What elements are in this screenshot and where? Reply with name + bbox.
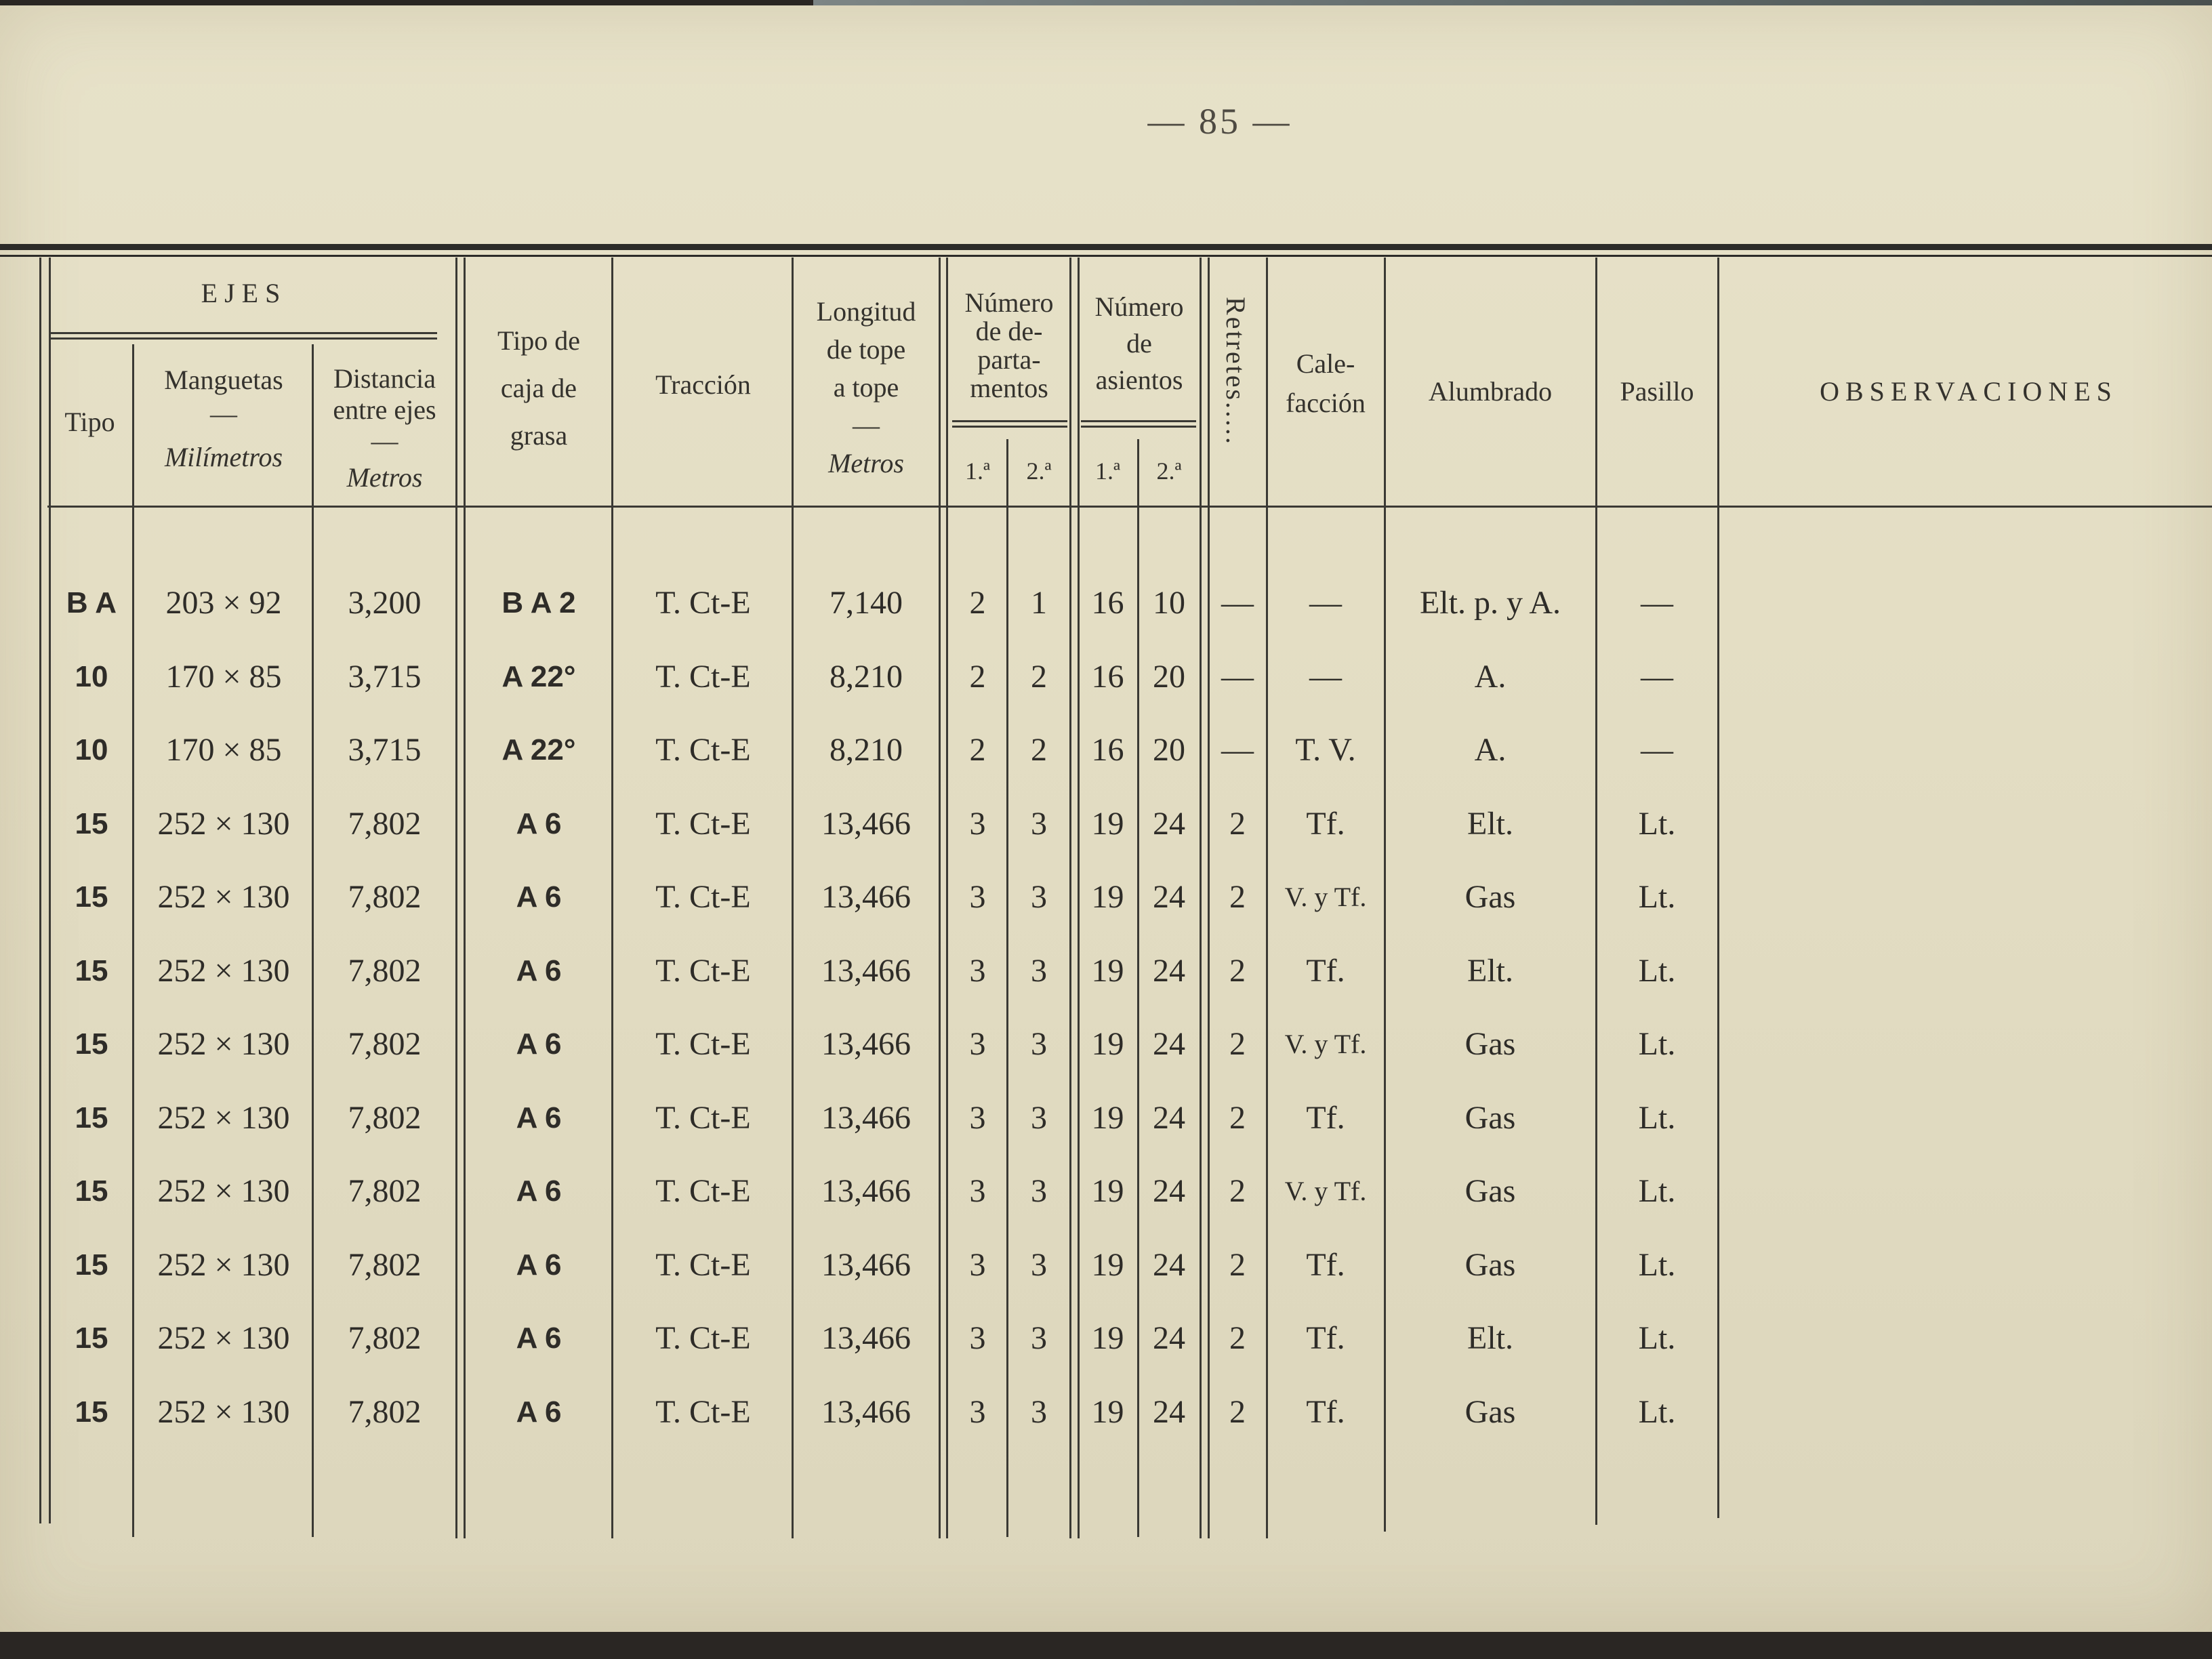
top-rule	[0, 244, 2212, 250]
col-rule-traccion	[792, 258, 794, 1538]
cell-longitud: 13,466	[821, 1320, 911, 1356]
cell-distancia: 7,802	[348, 806, 422, 842]
cell-manguetas: 170 × 85	[165, 659, 282, 695]
cell-asi1: 19	[1091, 1320, 1124, 1356]
cell-pasillo: Lt.	[1638, 1247, 1676, 1283]
header-calefaccion-line2: facción	[1286, 388, 1366, 418]
cell-longitud: 13,466	[821, 1026, 911, 1062]
cell-distancia: 3,200	[348, 585, 422, 621]
cell-tipo: 15	[75, 880, 108, 914]
cell-calefaccion: Tf.	[1306, 953, 1345, 989]
header-longitud	[794, 293, 938, 483]
col-rule-distancia-a	[455, 258, 457, 1538]
cell-distancia: 7,802	[348, 879, 422, 915]
page-number: — 85 —	[1147, 101, 1292, 142]
header-tipo-caja	[468, 317, 610, 459]
header-longitud-line1: Longitud	[816, 296, 916, 327]
cell-manguetas: 252 × 130	[157, 1100, 290, 1136]
cell-alumbrado: Gas	[1465, 1100, 1516, 1136]
header-num-dep-line2: de de-	[975, 316, 1043, 346]
cell-traccion: T. Ct-E	[655, 1394, 751, 1430]
cell-longitud: 13,466	[821, 1247, 911, 1283]
header-distancia-line2: entre ejes	[333, 394, 436, 425]
col-rule-distancia-b	[464, 258, 466, 1538]
cell-retretes: —	[1221, 732, 1254, 768]
cell-caja: A 22°	[501, 733, 576, 766]
cell-pasillo: —	[1641, 732, 1673, 768]
col-rule-calefaccion	[1384, 258, 1386, 1532]
cell-alumbrado: A.	[1474, 732, 1507, 768]
header-num-dep-line3: parta-	[977, 344, 1041, 375]
cell-dep2: 2	[1031, 732, 1047, 768]
num-asi-underline	[1081, 420, 1196, 422]
header-distancia-unit: Metros	[346, 462, 423, 493]
cell-distancia: 7,802	[348, 1026, 422, 1062]
cell-distancia: 7,802	[348, 1173, 422, 1209]
cell-asi1: 19	[1091, 1247, 1124, 1283]
cell-dep1: 2	[969, 732, 986, 768]
cell-retretes: 2	[1229, 953, 1246, 989]
cell-dep2: 3	[1031, 1100, 1047, 1136]
cell-alumbrado: Elt.	[1467, 1320, 1513, 1356]
cell-caja: A 6	[516, 1248, 562, 1282]
header-distancia-dash: —	[371, 426, 398, 456]
cell-retretes: 2	[1229, 1394, 1246, 1430]
cell-longitud: 13,466	[821, 953, 911, 989]
cell-alumbrado: Gas	[1465, 1394, 1516, 1430]
cell-asi1: 16	[1091, 659, 1124, 695]
header-manguetas-label: Manguetas	[164, 365, 283, 395]
top-rule-thin	[0, 255, 2212, 257]
cell-calefaccion: —	[1309, 585, 1342, 621]
cell-asi2: 24	[1153, 806, 1185, 842]
cell-traccion: T. Ct-E	[655, 1247, 751, 1283]
cell-asi1: 19	[1091, 1026, 1124, 1062]
cell-dep1: 2	[969, 659, 986, 695]
cell-caja: B A 2	[501, 586, 576, 619]
cell-manguetas: 252 × 130	[157, 1247, 290, 1283]
cell-retretes: 2	[1229, 1173, 1246, 1209]
cell-longitud: 13,466	[821, 1394, 911, 1430]
header-traccion: Tracción	[655, 369, 751, 400]
col-rule-tipo	[132, 344, 134, 1537]
cell-traccion: T. Ct-E	[655, 585, 751, 621]
cell-alumbrado: A.	[1474, 659, 1507, 695]
cell-retretes: 2	[1229, 1320, 1246, 1356]
col-rule-manguetas	[312, 344, 314, 1537]
cell-retretes: 2	[1229, 1247, 1246, 1283]
cell-longitud: 7,140	[830, 585, 903, 621]
cell-tipo: 15	[75, 954, 108, 987]
header-longitud-dash: —	[853, 410, 880, 441]
header-alumbrado: Alumbrado	[1428, 376, 1553, 407]
cell-manguetas: 252 × 130	[157, 1394, 290, 1430]
cell-pasillo: Lt.	[1638, 879, 1676, 915]
cell-asi1: 19	[1091, 806, 1124, 842]
cell-dep1: 3	[969, 806, 986, 842]
bleed-through-shadow	[1559, 182, 2169, 229]
header-manguetas-dash: —	[210, 398, 237, 429]
cell-longitud: 13,466	[821, 1173, 911, 1209]
cell-alumbrado: Gas	[1465, 1247, 1516, 1283]
cell-retretes: 2	[1229, 806, 1246, 842]
cell-distancia: 7,802	[348, 1247, 422, 1283]
cell-dep2: 3	[1031, 1247, 1047, 1283]
cell-asi2: 24	[1153, 953, 1185, 989]
header-distancia-line1: Distancia	[333, 363, 436, 394]
cell-distancia: 7,802	[348, 1394, 422, 1430]
cell-dep1: 3	[969, 879, 986, 915]
col-rule-asi-a	[1200, 258, 1202, 1538]
cell-calefaccion: Tf.	[1306, 1100, 1345, 1136]
cell-calefaccion: T. V.	[1295, 732, 1356, 768]
cell-asi1: 19	[1091, 879, 1124, 915]
cell-calefaccion: Tf.	[1306, 1320, 1345, 1356]
cell-asi1: 16	[1091, 585, 1124, 621]
header-distancia	[315, 363, 454, 493]
header-tipo-caja-line1: Tipo de	[497, 325, 580, 356]
cell-tipo: 15	[75, 1101, 108, 1134]
cell-asi2: 24	[1153, 879, 1185, 915]
cell-caja: A 6	[516, 1322, 562, 1355]
cell-manguetas: 252 × 130	[157, 953, 290, 989]
cell-longitud: 8,210	[830, 659, 903, 695]
cell-pasillo: —	[1641, 585, 1673, 621]
cell-manguetas: 252 × 130	[157, 879, 290, 915]
header-longitud-unit: Metros	[828, 448, 904, 478]
cell-pasillo: Lt.	[1638, 806, 1676, 842]
cell-retretes: 2	[1229, 1100, 1246, 1136]
cell-tipo: 10	[75, 660, 108, 693]
num-asi-underline-2	[1081, 426, 1196, 428]
cell-dep2: 1	[1031, 585, 1047, 621]
cell-manguetas: 170 × 85	[165, 732, 282, 768]
cell-asi2: 24	[1153, 1100, 1185, 1136]
header-observaciones: OBSERVACIONES	[1820, 376, 2118, 407]
cell-alumbrado: Gas	[1465, 1173, 1516, 1209]
cell-alumbrado: Gas	[1465, 879, 1516, 915]
cell-tipo: 15	[75, 1174, 108, 1208]
cell-asi1: 19	[1091, 1394, 1124, 1430]
cell-traccion: T. Ct-E	[655, 732, 751, 768]
cell-longitud: 13,466	[821, 806, 911, 842]
cell-asi2: 24	[1153, 1394, 1185, 1430]
cell-dep1: 3	[969, 1247, 986, 1283]
cell-caja: A 6	[516, 1395, 562, 1429]
cell-caja: A 22°	[501, 660, 576, 693]
col-rule-longitud-b	[946, 258, 948, 1538]
cell-tipo: 15	[75, 807, 108, 840]
cell-tipo: B A	[66, 586, 117, 619]
cell-dep2: 3	[1031, 1173, 1047, 1209]
cell-pasillo: Lt.	[1638, 1320, 1676, 1356]
cell-traccion: T. Ct-E	[655, 953, 751, 989]
cell-calefaccion: V. y Tf.	[1284, 882, 1367, 912]
book-page	[0, 5, 2212, 1632]
cell-dep1: 3	[969, 953, 986, 989]
col-rule-longitud-a	[939, 258, 941, 1538]
cell-retretes: 2	[1229, 1026, 1246, 1062]
cell-asi1: 16	[1091, 732, 1124, 768]
cell-caja: A 6	[516, 880, 562, 914]
header-calefaccion	[1269, 344, 1382, 423]
cell-dep1: 3	[969, 1394, 986, 1430]
header-asi-sub-2: 2.ª	[1156, 457, 1182, 485]
cell-longitud: 13,466	[821, 1100, 911, 1136]
cell-asi1: 19	[1091, 1100, 1124, 1136]
ejes-underline	[51, 332, 437, 334]
cell-longitud: 8,210	[830, 732, 903, 768]
cell-distancia: 7,802	[348, 1320, 422, 1356]
col-rule-left-outer	[39, 258, 41, 1523]
cell-asi2: 24	[1153, 1026, 1185, 1062]
num-dep-underline-2	[952, 426, 1067, 428]
cell-asi2: 20	[1153, 659, 1185, 695]
cell-calefaccion: V. y Tf.	[1284, 1176, 1367, 1206]
cell-traccion: T. Ct-E	[655, 1173, 751, 1209]
cell-alumbrado: Elt.	[1467, 806, 1513, 842]
cell-distancia: 7,802	[348, 953, 422, 989]
cell-manguetas: 252 × 130	[157, 1026, 290, 1062]
cell-distancia: 3,715	[348, 659, 422, 695]
cell-tipo: 15	[75, 1027, 108, 1061]
cell-calefaccion: Tf.	[1306, 1247, 1345, 1283]
cell-dep2: 3	[1031, 879, 1047, 915]
header-num-asi-line3: asientos	[1095, 365, 1183, 395]
header-longitud-line2: de tope	[826, 334, 906, 365]
header-dep-sub-1: 1.ª	[965, 457, 990, 485]
cell-calefaccion: —	[1309, 659, 1342, 695]
cell-caja: A 6	[516, 1027, 562, 1061]
header-num-asientos	[1079, 289, 1200, 398]
cell-pasillo: Lt.	[1638, 1173, 1676, 1209]
header-calefaccion-line1: Cale-	[1296, 348, 1355, 379]
header-asi-sub-1: 1.ª	[1095, 457, 1120, 485]
header-retretes: Retretes.....	[1221, 297, 1251, 447]
ejes-underline-2	[51, 337, 437, 340]
cell-manguetas: 252 × 130	[157, 806, 290, 842]
cell-pasillo: —	[1641, 659, 1673, 695]
cell-caja: A 6	[516, 954, 562, 987]
cell-tipo: 10	[75, 733, 108, 766]
header-manguetas	[136, 363, 312, 474]
cell-caja: A 6	[516, 1101, 562, 1134]
cell-calefaccion: Tf.	[1306, 1394, 1345, 1430]
col-rule-caja	[611, 258, 613, 1538]
header-tipo-caja-line3: grasa	[510, 420, 568, 451]
cell-caja: A 6	[516, 807, 562, 840]
cell-distancia: 3,715	[348, 732, 422, 768]
header-num-dep-line4: mentos	[970, 373, 1048, 403]
cell-manguetas: 203 × 92	[165, 585, 282, 621]
cell-retretes: —	[1221, 585, 1254, 621]
cell-tipo: 15	[75, 1248, 108, 1282]
cell-dep2: 3	[1031, 806, 1047, 842]
col-rule-pasillo	[1717, 258, 1719, 1518]
cell-alumbrado: Gas	[1465, 1026, 1516, 1062]
cell-pasillo: Lt.	[1638, 1026, 1676, 1062]
cell-dep2: 3	[1031, 953, 1047, 989]
col-rule-retretes	[1266, 258, 1268, 1538]
cell-dep2: 3	[1031, 1394, 1047, 1430]
cell-manguetas: 252 × 130	[157, 1320, 290, 1356]
cell-alumbrado: Elt. p. y A.	[1419, 585, 1561, 621]
cell-retretes: —	[1221, 659, 1254, 695]
cell-pasillo: Lt.	[1638, 1394, 1676, 1430]
cell-dep1: 3	[969, 1173, 986, 1209]
header-num-asi-line2: de	[1126, 328, 1152, 359]
header-tipo-caja-line2: caja de	[500, 373, 577, 403]
cell-asi2: 10	[1153, 585, 1185, 621]
header-num-asi-line1: Número	[1094, 291, 1184, 322]
header-dep-sub-2: 2.ª	[1026, 457, 1052, 485]
cell-manguetas: 252 × 130	[157, 1173, 290, 1209]
cell-alumbrado: Elt.	[1467, 953, 1513, 989]
cell-calefaccion: V. y Tf.	[1284, 1029, 1367, 1059]
header-longitud-line3: a tope	[833, 372, 899, 403]
cell-traccion: T. Ct-E	[655, 1100, 751, 1136]
header-num-dep-line1: Número	[964, 287, 1054, 318]
cell-pasillo: Lt.	[1638, 1100, 1676, 1136]
cell-calefaccion: Tf.	[1306, 806, 1345, 842]
cell-retretes: 2	[1229, 879, 1246, 915]
cell-asi2: 20	[1153, 732, 1185, 768]
cell-asi1: 19	[1091, 1173, 1124, 1209]
cell-caja: A 6	[516, 1174, 562, 1208]
cell-traccion: T. Ct-E	[655, 1320, 751, 1356]
cell-dep1: 3	[969, 1100, 986, 1136]
cell-asi1: 19	[1091, 953, 1124, 989]
col-rule-alumbrado	[1595, 258, 1597, 1525]
cell-dep2: 2	[1031, 659, 1047, 695]
header-manguetas-unit: Milímetros	[164, 442, 283, 472]
header-tipo: Tipo	[64, 407, 115, 437]
cell-dep2: 3	[1031, 1320, 1047, 1356]
col-rule-dep-a	[1069, 258, 1071, 1538]
cell-dep1: 2	[969, 585, 986, 621]
cell-tipo: 15	[75, 1395, 108, 1429]
cell-asi2: 24	[1153, 1247, 1185, 1283]
header-ejes: EJES	[201, 278, 287, 308]
cell-longitud: 13,466	[821, 879, 911, 915]
header-bottom-rule	[47, 506, 2212, 508]
cell-dep1: 3	[969, 1320, 986, 1356]
num-dep-underline	[952, 420, 1067, 422]
cell-distancia: 7,802	[348, 1100, 422, 1136]
cell-asi2: 24	[1153, 1320, 1185, 1356]
cell-traccion: T. Ct-E	[655, 1026, 751, 1062]
cell-dep1: 3	[969, 1026, 986, 1062]
cell-pasillo: Lt.	[1638, 953, 1676, 989]
cell-tipo: 15	[75, 1322, 108, 1355]
header-pasillo: Pasillo	[1620, 376, 1694, 407]
header-num-departamentos	[949, 289, 1069, 403]
cell-traccion: T. Ct-E	[655, 806, 751, 842]
cell-dep2: 3	[1031, 1026, 1047, 1062]
cell-asi2: 24	[1153, 1173, 1185, 1209]
cell-traccion: T. Ct-E	[655, 659, 751, 695]
cell-traccion: T. Ct-E	[655, 879, 751, 915]
